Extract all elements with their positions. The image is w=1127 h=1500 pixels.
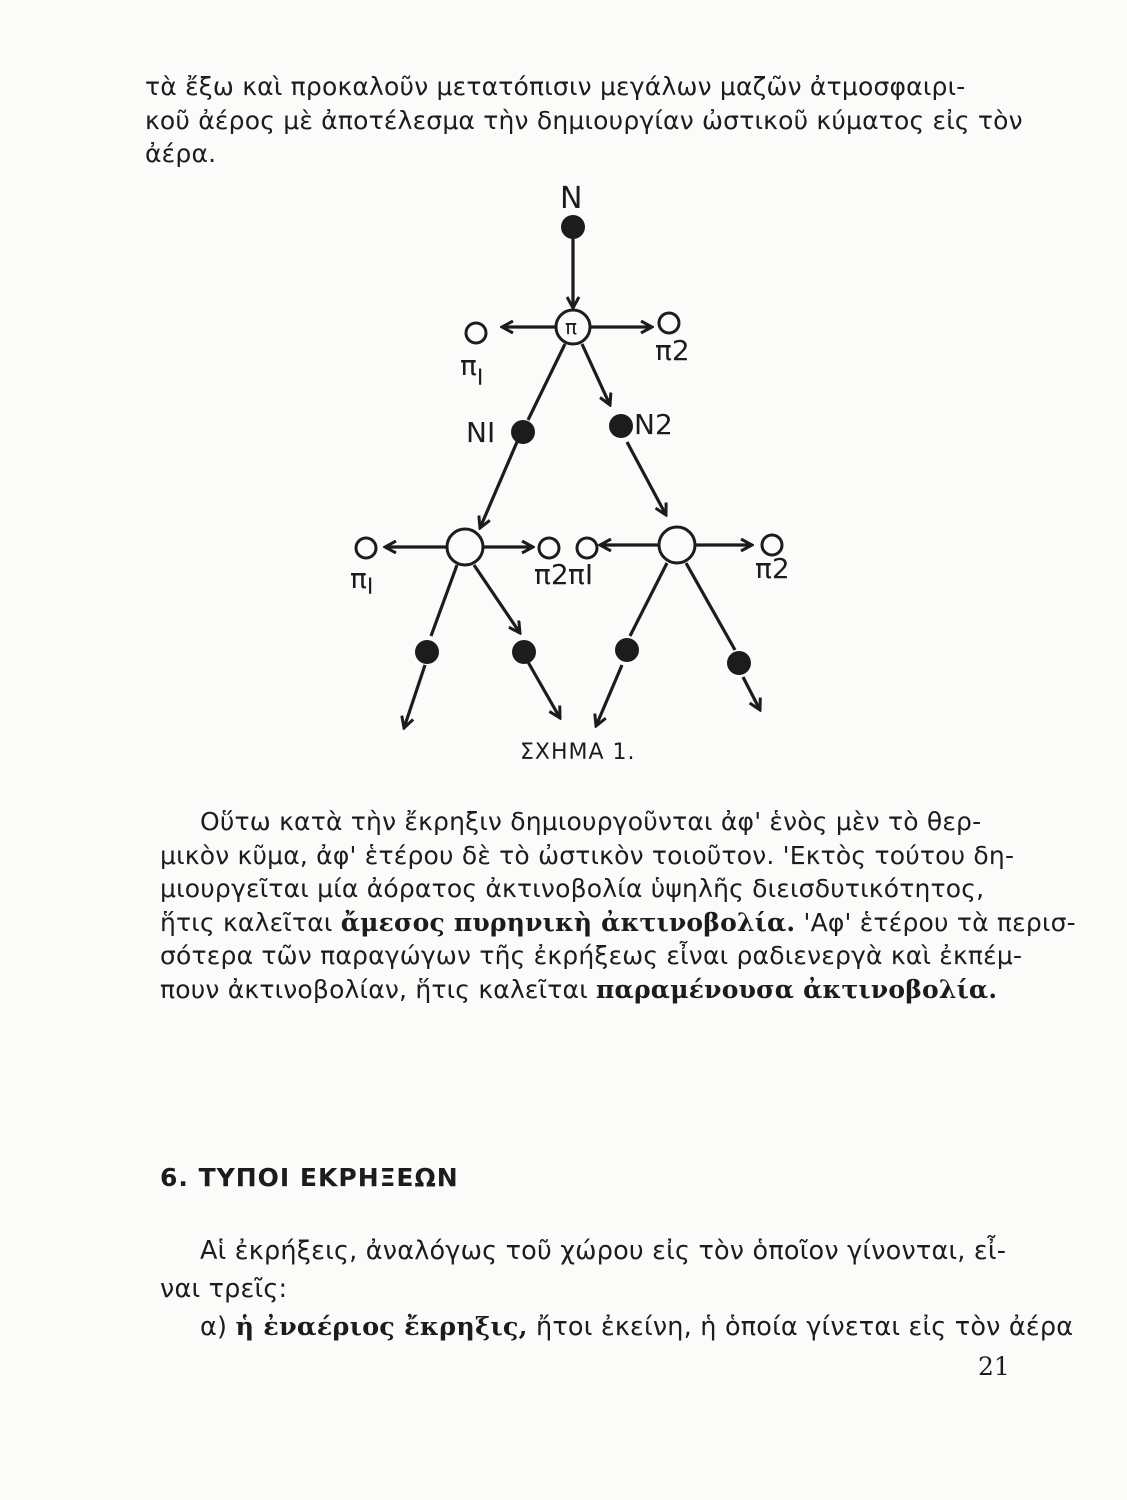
section-paragraph [160,1232,1074,1346]
nucleus-left [447,529,483,565]
main-paragraph [160,805,1076,1006]
arrow-n6-out [743,677,760,710]
neutron-5 [615,638,639,662]
label-pi: π [565,315,578,339]
line-left-to-n3 [431,565,457,636]
line-right-to-n5 [630,563,667,636]
nucleus-right [659,527,695,563]
arrow-n3-out [404,665,425,728]
arrow-left-to-n4 [474,565,520,633]
figure-caption: ΣΧΗΜΑ 1. [520,740,636,765]
section-line-1: Αἱ ἐκρήξεις, ἀναλόγως τοῦ χώρου εἰς τὸν ὁποῖον γίνονται, εἶ- [200,1236,1007,1266]
main-line-4 [160,906,1076,940]
main-line-6 [160,973,1002,1007]
fragment-pi1-top [466,323,486,343]
label-pi1: $\pi_I$ [460,349,484,391]
label-left-pi1: $\pi_I$ [350,562,374,600]
label-right-pi1: πΙ [568,558,594,591]
neutron-n [561,215,585,239]
main-line-5: σότερα τῶν παραγώγων τῆς ἐκρήξεως εἶναι ραδιενεργὰ καὶ ἐκπέμ- [160,941,1023,970]
term-residual-radiation: παραμένουσα ἀκτινοβολία. [596,974,998,1004]
main-line-3: μιουργεῖται μία ἀόρατος ἀκτινοβολία ὑψηλῆς διεισδυτικότητος, [160,874,985,903]
section-line-3-start: α) [200,1312,236,1342]
intro-line-2: κοῦ ἀέρος μὲ ἀποτέλεσμα τὴν δημιουργίαν ὠστικοῦ κύματος εἰς τὸν [145,105,1023,135]
page-number: 21 [978,1352,1010,1381]
fission-chain-diagram [300,170,860,770]
fragment-pi1-left [356,538,376,558]
arrow-n5-out [596,665,622,726]
label-n1: ΝΙ [466,416,496,449]
fragment-pi1-right [577,538,597,558]
label-pi2: π2 [655,334,690,367]
term-direct-nuclear-radiation: ἄμεσος πυρηνικὴ ἀκτινοβολία. [340,907,796,937]
section-line-3 [160,1308,1074,1346]
neutron-3 [415,640,439,664]
section-heading: 6. ΤΥΠΟΙ ΕΚΡΗΞΕΩΝ [160,1163,459,1192]
neutron-n2 [609,414,633,438]
neutron-6 [727,651,751,675]
arrow-n4-out [528,662,560,718]
arrow-n1-to-left-nucleus [480,442,517,528]
label-n2: Ν2 [634,408,673,441]
neutron-4 [512,640,536,664]
section-line-3-end: ἤτοι ἐκείνη, ἡ ὁποία γίνεται εἰς τὸν ἀέρα [527,1312,1074,1342]
neutron-n1 [511,420,535,444]
label-left-pi2: π2 [534,558,569,591]
section-line-2: ναι τρεῖς: [160,1274,288,1304]
arrow-to-n2 [582,344,610,405]
label-n: N [560,181,583,216]
main-line-2: μικὸν κῦμα, ἀφ' ἑτέρου δὲ τὸ ὠστικὸν τοιοῦτον. 'Εκτὸς τούτου δη- [160,840,1015,870]
intro-line-1: τὰ ἔξω καὶ προκαλοῦν μετατόπισιν μεγάλων μαζῶν ἀτμοσφαιρι- [145,72,966,101]
label-right-pi2: π2 [755,552,790,585]
arrow-n2-to-right-nucleus [627,442,666,515]
intro-line-3: ἀέρα. [145,139,217,168]
main-line-6-start: πουν ἀκτινοβολίαν, ἥτις καλεῖται [160,974,597,1004]
fragment-pi2-left [539,538,559,558]
main-line-1: Οὕτω κατὰ τὴν ἔκρηξιν δημιουργοῦνται ἀφ' ἑνὸς μὲν τὸ θερ- [200,807,982,836]
main-line-4-start: ἥτις καλεῖται [160,907,341,937]
main-line-4-end: 'Αφ' ἑτέρου τὰ περισ- [795,907,1076,937]
intro-paragraph [145,70,1023,171]
line-right-to-n6 [686,563,735,650]
term-air-burst: ἡ ἐναέριος ἔκρηξις, [235,1312,528,1342]
fragment-pi2-top [659,313,679,333]
line-to-n1 [528,344,565,420]
